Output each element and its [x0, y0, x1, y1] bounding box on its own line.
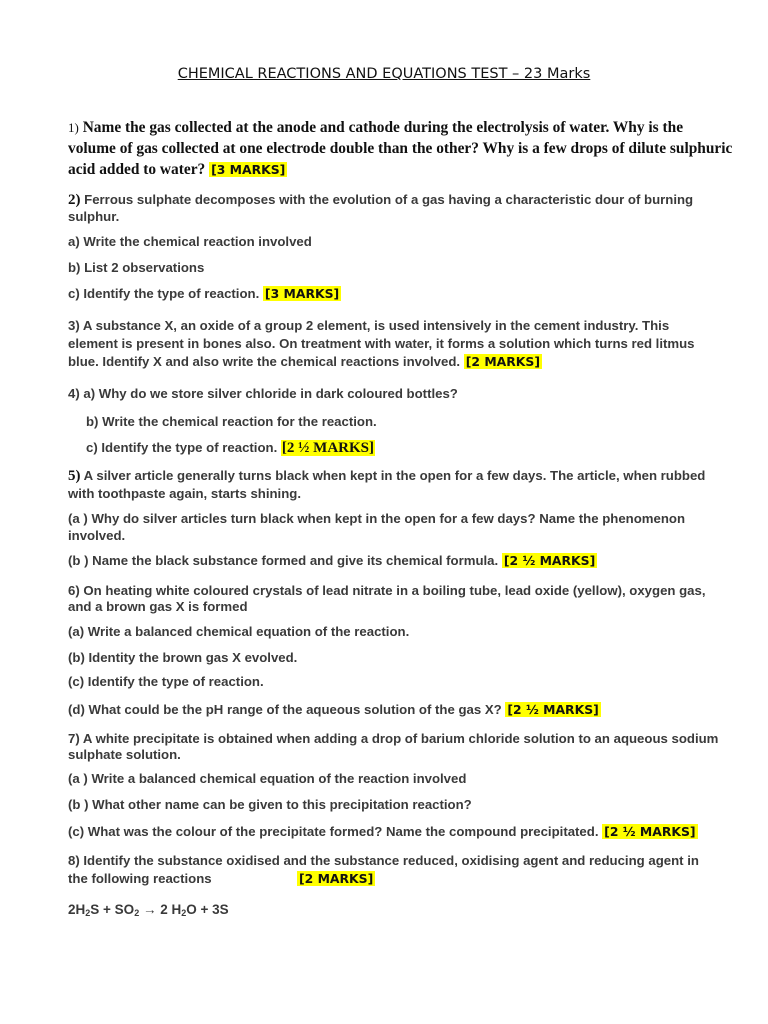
question-8-line-2: the following reactions — [68, 871, 212, 886]
question-6-line-1: 6) On heating white coloured crystals of lead nitrate in a boiling tube, lead oxide (yellow), oxygen gas, — [68, 583, 706, 598]
question-2-part-a: a) Write the chemical reaction involved — [68, 234, 312, 249]
equation-sub-3: 2 — [181, 908, 187, 918]
question-1-text-1: Name the gas collected at the anode and cathode during the electrolysis of water. Why is the — [78, 119, 684, 136]
equation-part-1: 2H — [68, 902, 86, 917]
question-7-part-c-text: (c) What was the colour of the precipitate formed? Name the compound precipitated. — [68, 824, 603, 839]
question-2-number: 2) — [68, 192, 81, 208]
question-3-text-1: A substance X, an oxide of a group 2 element, is used intensively in the cement industry. This — [79, 318, 670, 333]
question-3-line-3 — [68, 354, 542, 370]
question-5-part-a-line-1: (a ) Why do silver articles turn black when kept in the open for a few days? Name the phenomenon — [68, 511, 685, 526]
question-2-part-c — [68, 286, 341, 302]
question-6-part-d-text: (d) What could be the pH range of the aqueous solution of the gas X? — [68, 702, 506, 717]
question-6-part-c: (c) Identify the type of reaction. — [68, 674, 264, 689]
question-4-part-a: 4) a) Why do we store silver chloride in dark coloured bottles? — [68, 386, 458, 401]
question-1-number: 1) — [68, 120, 79, 135]
question-1-marks: [3 MARKS] — [211, 162, 286, 177]
question-2-part-b: b) List 2 observations — [68, 260, 205, 275]
question-8-marks-wrap — [297, 871, 375, 887]
question-5-number: 5) — [68, 468, 81, 484]
question-4-part-c-text: c) Identify the type of reaction. — [86, 440, 281, 455]
question-2-line-1 — [68, 192, 693, 208]
question-8-line-1: 8) Identify the substance oxidised and the substance reduced, oxidising agent and reducing agent in — [68, 853, 699, 868]
question-3-line-1 — [68, 318, 669, 334]
equation-sub-1: 2 — [85, 908, 91, 918]
question-4-part-c — [86, 440, 375, 456]
equation-part-3: → 2 H — [139, 902, 182, 917]
question-2-part-c-text: c) Identify the type of reaction. — [68, 286, 263, 301]
question-7-part-c — [68, 824, 698, 840]
question-2-marks: [3 MARKS] — [264, 286, 340, 301]
question-4-part-b: b) Write the chemical reaction for the reaction. — [86, 414, 377, 429]
question-2-text-1: Ferrous sulphate decomposes with the evolution of a gas having a characteristic dour of burning — [80, 192, 694, 207]
page-title: CHEMICAL REACTIONS AND EQUATIONS TEST – 23 Marks — [177, 66, 591, 82]
question-6-part-d — [68, 702, 601, 718]
question-7-line-1: 7) A white precipitate is obtained when adding a drop of barium chloride solution to an aqueous sodium — [68, 731, 719, 746]
equation-part-4: O + 3S — [186, 902, 229, 917]
question-6-part-b: (b) Identity the brown gas X evolved. — [68, 650, 298, 665]
question-7-part-a: (a ) Write a balanced chemical equation of the reaction involved — [68, 771, 467, 786]
question-3-text-3: blue. Identify X and also write the chemical reactions involved. — [68, 354, 464, 369]
question-5-line-1 — [68, 468, 705, 484]
equation-sub-2: 2 — [134, 908, 140, 918]
question-6-line-2: and a brown gas X is formed — [68, 599, 248, 614]
question-6-part-a: (a) Write a balanced chemical equation of the reaction. — [68, 624, 410, 639]
question-5-part-a-line-2: involved. — [68, 528, 126, 543]
question-1-text-3: acid added to water? — [68, 161, 210, 178]
question-3-marks: [2 MARKS] — [465, 354, 540, 369]
question-2-line-2: sulphur. — [68, 209, 120, 224]
question-7-line-2: sulphate solution. — [68, 747, 181, 762]
question-8-marks: [2 MARKS] — [299, 871, 374, 886]
equation-part-2: S + SO — [90, 902, 135, 917]
question-5-part-b-text: (b ) Name the black substance formed and give its chemical formula. — [68, 553, 502, 568]
question-6-marks: [2 ½ MARKS] — [507, 702, 599, 717]
question-5-text-1: A silver article generally turns black when kept in the open for a few days. The article, when rubbed — [80, 468, 706, 483]
question-1-line-1 — [68, 120, 683, 136]
question-1-line-3 — [68, 162, 287, 178]
question-3-line-2: element is present in bones also. On treatment with water, it forms a solution which turns red litmus — [68, 336, 695, 351]
question-1-line-2: volume of gas collected at one electrode double than the other? Why is a few drops of dilute sulphuric — [68, 140, 733, 157]
question-7-marks: [2 ½ MARKS] — [604, 824, 696, 839]
question-5-part-b — [68, 553, 597, 569]
question-4-marks: [2 ½ MARKS] — [281, 440, 374, 456]
question-7-part-b: (b ) What other name can be given to this precipitation reaction? — [68, 797, 472, 812]
question-5-marks: [2 ½ MARKS] — [503, 553, 596, 568]
question-3-number: 3) — [68, 318, 80, 333]
question-5-line-2: with toothpaste again, starts shining. — [68, 486, 301, 501]
question-8-equation — [68, 902, 229, 918]
